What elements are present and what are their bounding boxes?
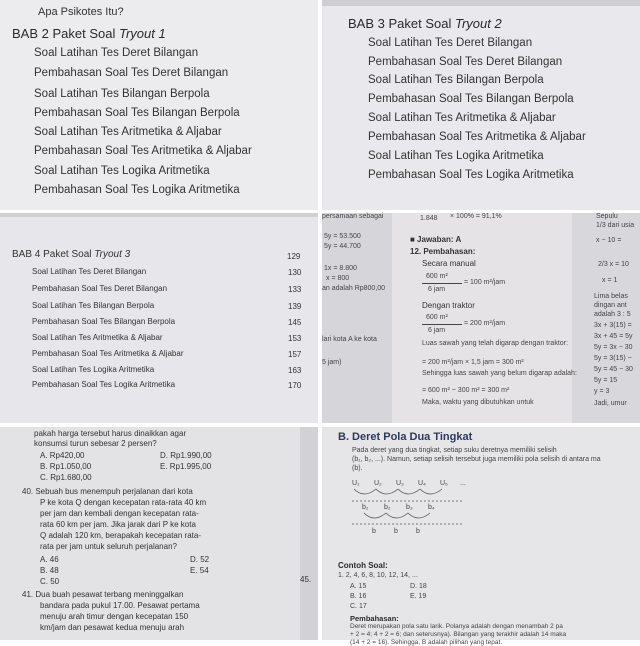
toc-item: Soal Latihan Tes Bilangan Berpola <box>34 88 210 100</box>
answer-option: D. 52 <box>190 555 210 564</box>
page-number: 170 <box>288 381 302 390</box>
b-term: b₁ <box>362 504 369 511</box>
answer-option: C. 50 <box>40 577 60 586</box>
toc-item: Soal Latihan Tes Deret Bilangan <box>368 37 533 49</box>
right-col-line: x = 1 <box>602 277 618 284</box>
page-gutter <box>300 427 318 640</box>
solution-line: = 600 m² − 300 m² = 300 m² <box>422 387 510 394</box>
page-number: 163 <box>288 366 302 375</box>
right-col-line: Sepulu <box>596 213 618 220</box>
question-text: bandara pada pukul 17.00. Pesawat pertama <box>40 601 200 610</box>
chapter-heading: BAB 3 Paket Soal Tryout 2 <box>348 16 502 31</box>
fraction-bar <box>422 283 462 284</box>
u-term: U₄ <box>418 480 426 487</box>
question-text: rata 60 km per jam. Jika jarak dari P ke kota <box>40 520 196 529</box>
discussion-line: (14 + 2 = 16). Sehingga, B adalah pilihan yang tepat. <box>350 639 503 646</box>
u-term: U₅ <box>440 480 448 487</box>
toc-item: Pembahasan Soal Tes Logika Aritmetika <box>34 184 240 196</box>
b-term: b₂ <box>384 504 391 511</box>
left-col-line: 1x = 8.800 <box>324 265 357 272</box>
toc-item: Soal Latihan Tes Logika Aritmetika <box>34 165 210 177</box>
section-desc: Pada deret yang dua tingkat, setiap suku deretnya memiliki selisih <box>352 447 557 454</box>
question-text: menuju arah timur dengan kecepatan 150 <box>40 612 189 621</box>
answer-option: D. Rp1.990,00 <box>160 451 212 460</box>
answer-option: C. 17 <box>350 603 367 610</box>
fraction-result: × 100% = 91,1% <box>450 213 502 220</box>
u-term: U₁ <box>352 480 360 487</box>
toc-item: Pembahasan Soal Tes Bilangan Berpola <box>368 93 574 105</box>
toc-item: Pembahasan Soal Tes Aritmetika & Aljabar <box>32 349 184 358</box>
toc-item: Pembahasan Soal Tes Bilangan Berpola <box>34 107 240 119</box>
answer-option: E. 54 <box>190 566 209 575</box>
example-sequence: 1. 2, 4, 6, 8, 10, 12, 14, ... <box>338 572 418 579</box>
page-number: 133 <box>288 285 302 294</box>
right-col-line: Jadi, umur <box>594 400 627 407</box>
answer-option: D. 18 <box>410 583 427 590</box>
left-col-line: 5y = 53.500 <box>324 233 361 240</box>
toc-item: Soal Latihan Tes Logika Aritmetika <box>368 150 544 162</box>
pattern-diagram <box>352 477 502 557</box>
left-col-line: an adalah Rp800,00 <box>322 285 386 292</box>
left-col-line: 5 jam) <box>322 359 342 366</box>
tractor-result: = 200 m²/jam <box>464 320 506 327</box>
photo-panel-bab3 <box>322 0 640 210</box>
toc-top-line: Apa Psikotes Itu? <box>38 6 124 18</box>
tractor-denominator: 6 jam <box>428 327 446 334</box>
photo-panel-bab4 <box>0 213 318 423</box>
answer-label: ■ Jawaban: A <box>410 235 462 244</box>
question-text: Q adalah 120 km, berapakah kecepatan rata- <box>40 531 201 540</box>
page-number: 157 <box>288 350 302 359</box>
toc-item: Soal Latihan Tes Aritmetika & Aljabar <box>368 112 556 124</box>
toc-item: Soal Latihan Tes Bilangan Berpola <box>368 74 544 86</box>
tractor-numerator: 600 m² <box>426 314 448 321</box>
bb-term: b <box>394 528 398 535</box>
toc-item: Soal Latihan Tes Bilangan Berpola <box>32 301 155 310</box>
toc-item: Soal Latihan Tes Deret Bilangan <box>34 47 199 59</box>
bb-term: b <box>416 528 420 535</box>
manual-denominator: 6 jam <box>428 286 446 293</box>
toc-item: Pembahasan Soal Tes Aritmetika & Aljabar <box>34 145 252 157</box>
right-col-line: dingan ant <box>594 302 627 309</box>
page-number: 139 <box>288 302 302 311</box>
toc-item: Soal Latihan Tes Aritmetika & Aljabar <box>34 126 222 138</box>
question-text: P ke kota Q dengan kecepatan rata-rata 40 km <box>40 498 207 507</box>
right-col-line: 5y = 15 <box>594 377 618 384</box>
toc-item: Soal Latihan Tes Aritmetika & Aljabar <box>32 333 163 342</box>
fraction-bar <box>422 324 462 325</box>
answer-option: A. Rp420,00 <box>40 451 85 460</box>
question-text: per jam dan kembali dengan kecepatan rata- <box>40 509 199 518</box>
question-text: 40. Sebuah bus menempuh perjalanan dari kota <box>22 487 193 496</box>
photo-panel-bab2 <box>0 0 318 210</box>
discussion-line: Deret merupakan pola satu larik. Polanya adalah dengan menambah 2 pa <box>350 623 563 630</box>
toc-item: Pembahasan Soal Tes Deret Bilangan <box>32 284 168 293</box>
chapter-heading: BAB 2 Paket Soal Tryout 1 <box>12 26 166 41</box>
manual-result: = 100 m²/jam <box>464 279 506 286</box>
toc-item: Soal Latihan Tes Deret Bilangan <box>32 267 147 276</box>
toc-item: Pembahasan Soal Tes Bilangan Berpola <box>32 317 176 326</box>
toc-item: Pembahasan Soal Tes Aritmetika & Aljabar <box>368 131 586 143</box>
answer-option: B. Rp1.050,00 <box>40 462 92 471</box>
question-text: pakah harga tersebut harus dinaikkan agar <box>34 429 187 438</box>
right-col-line: x − 10 = <box>596 237 622 244</box>
left-col-line: persamaan sebagai <box>322 213 384 220</box>
left-col-line: 5y = 44.700 <box>324 243 361 250</box>
right-col-line: 5y = 3(15) − <box>594 355 632 362</box>
u-term: U₂ <box>374 480 382 487</box>
section-desc: (b₁, b₂, ...). Namun, setiap selisih tersebut juga memiliki pola selisih di antara ma <box>352 456 601 463</box>
solution-line: Maka, waktu yang dibutuhkan untuk <box>422 399 534 406</box>
answer-option: E. 19 <box>410 593 427 600</box>
photo-panel-pembahasan <box>322 213 640 423</box>
page-edge <box>322 0 640 6</box>
solution-line: = 200 m²/jam × 1,5 jam = 300 m² <box>422 359 524 366</box>
right-col-line: y = 3 <box>594 388 610 395</box>
right-col-line: 3x + 45 = 5y <box>594 333 633 340</box>
solution-line: Sehingga luas sawah yang belum digarap adalah: <box>422 370 577 377</box>
page-number: 153 <box>288 334 302 343</box>
u-term: ... <box>460 480 466 487</box>
fraction-denominator: 1.848 <box>420 215 438 222</box>
b-term: b₃ <box>406 504 413 511</box>
answer-option: A. 15 <box>350 583 367 590</box>
answer-option: A. 46 <box>40 555 59 564</box>
right-col-line: 1/3 dari usia <box>596 222 635 229</box>
answer-option: B. 48 <box>40 566 59 575</box>
section-title: B. Deret Pola Dua Tingkat <box>338 431 473 443</box>
discussion-title: Pembahasan: <box>350 614 399 623</box>
question-12-heading: 12. Pembahasan: <box>410 247 476 256</box>
tractor-label: Dengan traktor <box>422 301 475 310</box>
right-col-line: 2/3 x = 10 <box>598 261 629 268</box>
right-col-line: adalah 3 : 5 <box>594 311 631 318</box>
answer-option: B. 16 <box>350 593 367 600</box>
question-number: 45. <box>300 575 312 584</box>
u-term: U₃ <box>396 480 404 487</box>
bb-term: b <box>372 528 376 535</box>
toc-item: Soal Latihan Tes Logika Aritmetika <box>32 365 155 374</box>
left-col-line: x = 800 <box>326 275 350 282</box>
manual-label: Secara manual <box>422 259 476 268</box>
question-text: rata per jam untuk seluruh perjalanan? <box>40 542 177 551</box>
photo-panel-deret <box>322 427 640 646</box>
page-edge <box>0 213 318 217</box>
answer-option: E. Rp1.995,00 <box>160 462 212 471</box>
page-number: 145 <box>288 318 302 327</box>
answer-option: C. Rp1.680,00 <box>40 473 92 482</box>
chapter-heading: BAB 4 Paket Soal Tryout 3 <box>12 249 131 260</box>
section-desc: (b). <box>352 465 363 472</box>
page-number: 130 <box>288 268 302 277</box>
example-title: Contoh Soal: <box>338 561 388 570</box>
toc-item: Pembahasan Soal Tes Logika Aritmetika <box>32 380 176 389</box>
toc-item: Pembahasan Soal Tes Deret Bilangan <box>368 56 563 68</box>
b-term: b₄ <box>428 504 435 511</box>
question-text: konsumsi turun sebesar 2 persen? <box>34 439 157 448</box>
toc-item: Pembahasan Soal Tes Deret Bilangan <box>34 67 229 79</box>
manual-numerator: 600 m² <box>426 273 448 280</box>
photo-panel-soal <box>0 427 318 640</box>
right-col-line: 5y = 45 − 30 <box>594 366 633 373</box>
question-text: km/jam dan pesawat kedua menuju arah <box>40 623 185 632</box>
left-col-line: lari kota A ke kota <box>322 336 377 343</box>
right-col-line: Lima belas <box>594 293 628 300</box>
question-text: 41. Dua buah pesawat terbang meninggalkan <box>22 590 184 599</box>
right-col-line: 3x + 3(15) = <box>594 322 632 329</box>
discussion-line: + 2 = 4; 4 + 2 = 6; dan seterusnya). Bilangan yang terakhir adalah 14 maka <box>350 631 567 638</box>
solution-line: Luas sawah yang telah digarap dengan traktor: <box>422 340 568 347</box>
page-number: 129 <box>287 252 301 261</box>
right-col-line: 5y = 3x − 30 <box>594 344 633 351</box>
toc-item: Pembahasan Soal Tes Logika Aritmetika <box>368 169 574 181</box>
